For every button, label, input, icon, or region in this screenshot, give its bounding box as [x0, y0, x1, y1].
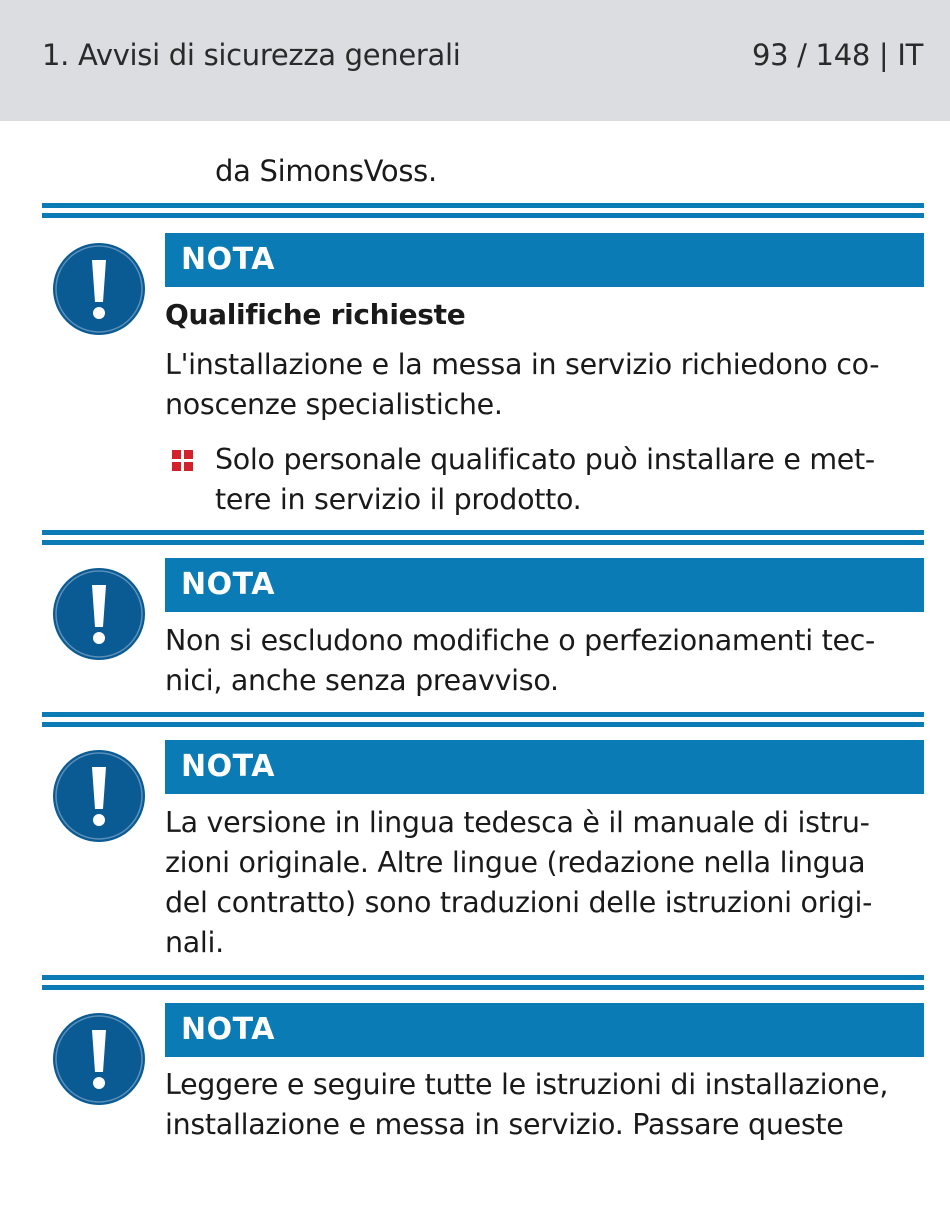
note-label: NOTA	[165, 1003, 924, 1057]
note-subtitle: Qualifiche richieste	[165, 298, 466, 331]
note-divider	[42, 203, 924, 218]
continuation-text: da SimonsVoss.	[215, 154, 437, 188]
note-text	[165, 621, 925, 701]
note-divider	[42, 712, 924, 727]
exclamation-circle-icon	[52, 567, 146, 661]
note-text-line: Leggere e seguire tutte le istruzioni di installazione,	[165, 1068, 889, 1101]
note-text	[165, 1065, 925, 1145]
exclamation-circle-icon	[52, 749, 146, 843]
note-text-line: zioni originale. Altre lingue (redazione nella lingua	[165, 846, 866, 879]
note-text-line: noscenze specialistiche.	[165, 388, 503, 421]
note-text-line: L'installazione e la messa in servizio richiedono co-	[165, 348, 880, 381]
note-label: NOTA	[165, 740, 924, 794]
bullet-text-line: tere in servizio il prodotto.	[215, 483, 582, 516]
note-text	[165, 803, 925, 963]
bullet-text	[215, 440, 925, 520]
note-label: NOTA	[165, 233, 924, 287]
page-header	[0, 0, 950, 121]
note-text	[165, 345, 925, 425]
note-text-line: Non si escludono modifiche o perfezionamenti tec-	[165, 624, 876, 657]
exclamation-circle-icon	[52, 242, 146, 336]
note-text-line: del contratto) sono traduzioni delle istruzioni origi-	[165, 886, 873, 919]
exclamation-circle-icon	[52, 1012, 146, 1106]
bullet-text-line: Solo personale qualificato può installare e met-	[215, 443, 875, 476]
note-text-line: installazione e messa in servizio. Passare queste	[165, 1108, 844, 1141]
note-text-line: nali.	[165, 926, 224, 959]
note-text-line: La versione in lingua tedesca è il manuale di istru-	[165, 806, 870, 839]
page-number: 93 / 148 | IT	[751, 38, 923, 72]
section-title: 1. Avvisi di sicurezza generali	[42, 38, 461, 72]
red-square-bullet-icon	[172, 450, 194, 472]
note-text-line: nici, anche senza preavviso.	[165, 664, 559, 697]
note-divider	[42, 530, 924, 545]
note-divider	[42, 975, 924, 990]
note-label: NOTA	[165, 558, 924, 612]
